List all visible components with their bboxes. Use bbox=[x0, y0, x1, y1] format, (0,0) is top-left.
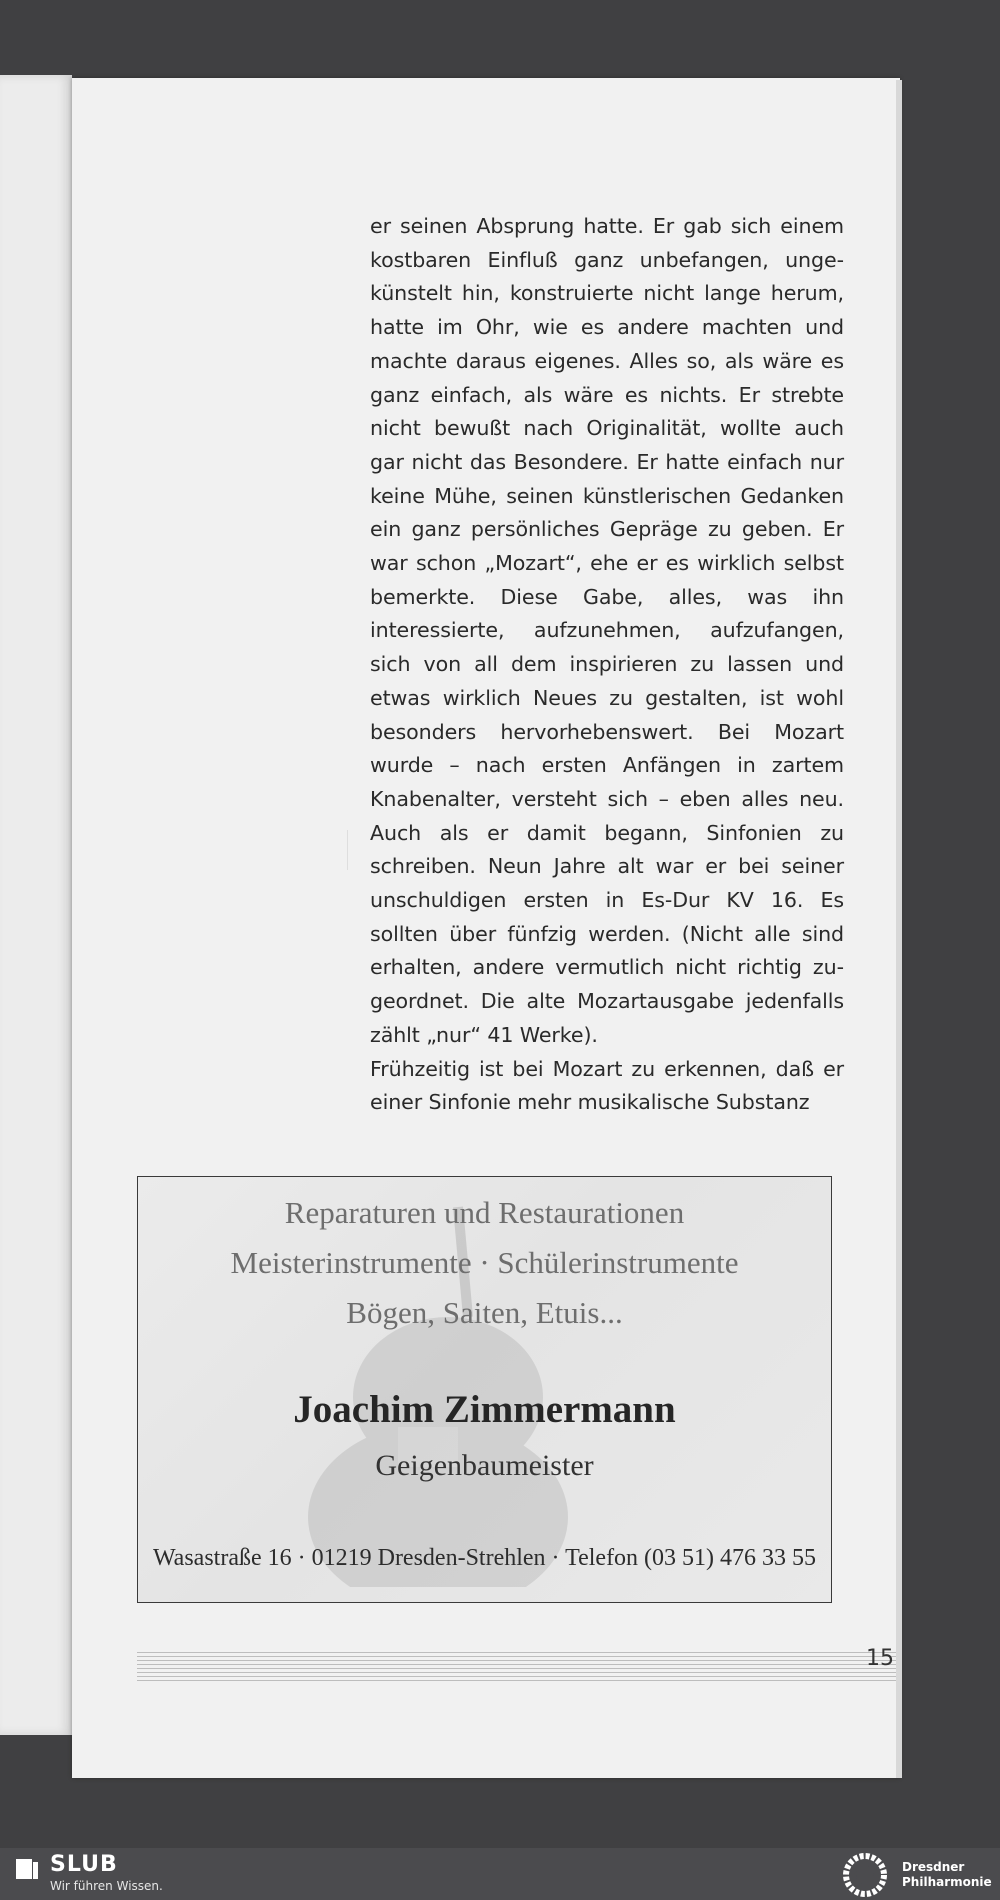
advertisement-box bbox=[137, 1176, 832, 1603]
body-text bbox=[370, 210, 844, 1120]
partner-name-line1: Dresdner bbox=[902, 1860, 965, 1874]
viewer-footer bbox=[0, 1848, 1000, 1900]
ad-business-name: Joachim Zimmermann bbox=[293, 1388, 676, 1431]
ad-instruments-line: Meisterinstrumente · Schülerinstrumente bbox=[230, 1245, 739, 1280]
document-page bbox=[72, 78, 900, 1778]
page-edge bbox=[896, 80, 902, 1778]
footer-rule-lines bbox=[137, 1652, 902, 1682]
show-through-rule bbox=[347, 830, 348, 870]
paragraph: er seinen Absprung hatte. Er gab sich einem kostbaren Einfluß ganz unbefangen, ungekünstelt hin, konstruierte nicht lange herum, hatte im Ohr, wie es andere machten und machte daraus eigenes. Alles so, als wäre es ganz einfach, als wäre es nichts. Er strebte nicht bewußt nach Originalität, wollte auch gar nicht das Besondere. Er hatte einfach nur keine Mühe, seinen künstlerischen Gedanken ein ganz persönliches Gepräge zu geben. Er war schon „Mozart“, ehe er es wirklich selbst bemerkte. Diese Gabe, alles, was ihn interessierte, aufzunehmen, aufzufangen, sich von all dem inspirieren zu lassen und etwas wirklich Neues zu gestalten, ist wohl besonders hervorhebenswert. Bei Mozart wurde – nach ersten Anfängen in zartem Knabenalter, versteht sich – eben alles neu. Auch als er damit begann, Sinfonien zu schreiben. Neun Jahre alt war er bei seiner unschuldigen ersten in Es-Dur KV 16. Es sollten über fünfzig werden. (Nicht alle sind erhalten, andere vermutlich nicht richtig zugeordnet. Die alte Mozartausgabe jedenfalls zählt „nur“ 41 Werke). bbox=[370, 214, 844, 1047]
ad-profession: Geigenbaumeister bbox=[375, 1449, 594, 1482]
paragraph: Frühzeitig ist bei Mozart zu erkennen, daß er einer Sinfonie mehr musikalische Substanz bbox=[370, 1056, 844, 1115]
left-page-edge bbox=[0, 75, 72, 1735]
partner-name[interactable] bbox=[902, 1860, 992, 1890]
slub-logo-text[interactable]: SLUB bbox=[50, 1852, 118, 1877]
slub-tagline: Wir führen Wissen. bbox=[50, 1879, 163, 1893]
page-number: 15 bbox=[866, 1646, 894, 1671]
ad-services-line: Reparaturen und Restaurationen bbox=[284, 1195, 685, 1230]
ad-accessories-line: Bögen, Saiten, Etuis... bbox=[346, 1295, 623, 1330]
philharmonie-logo-icon bbox=[842, 1852, 888, 1898]
book-icon bbox=[14, 1856, 40, 1882]
ad-address: Wasastraße 16 · 01219 Dresden-Strehlen · Telefon (03 51) 476 33 55 bbox=[152, 1545, 817, 1571]
partner-name-line2: Philharmonie bbox=[902, 1875, 992, 1889]
